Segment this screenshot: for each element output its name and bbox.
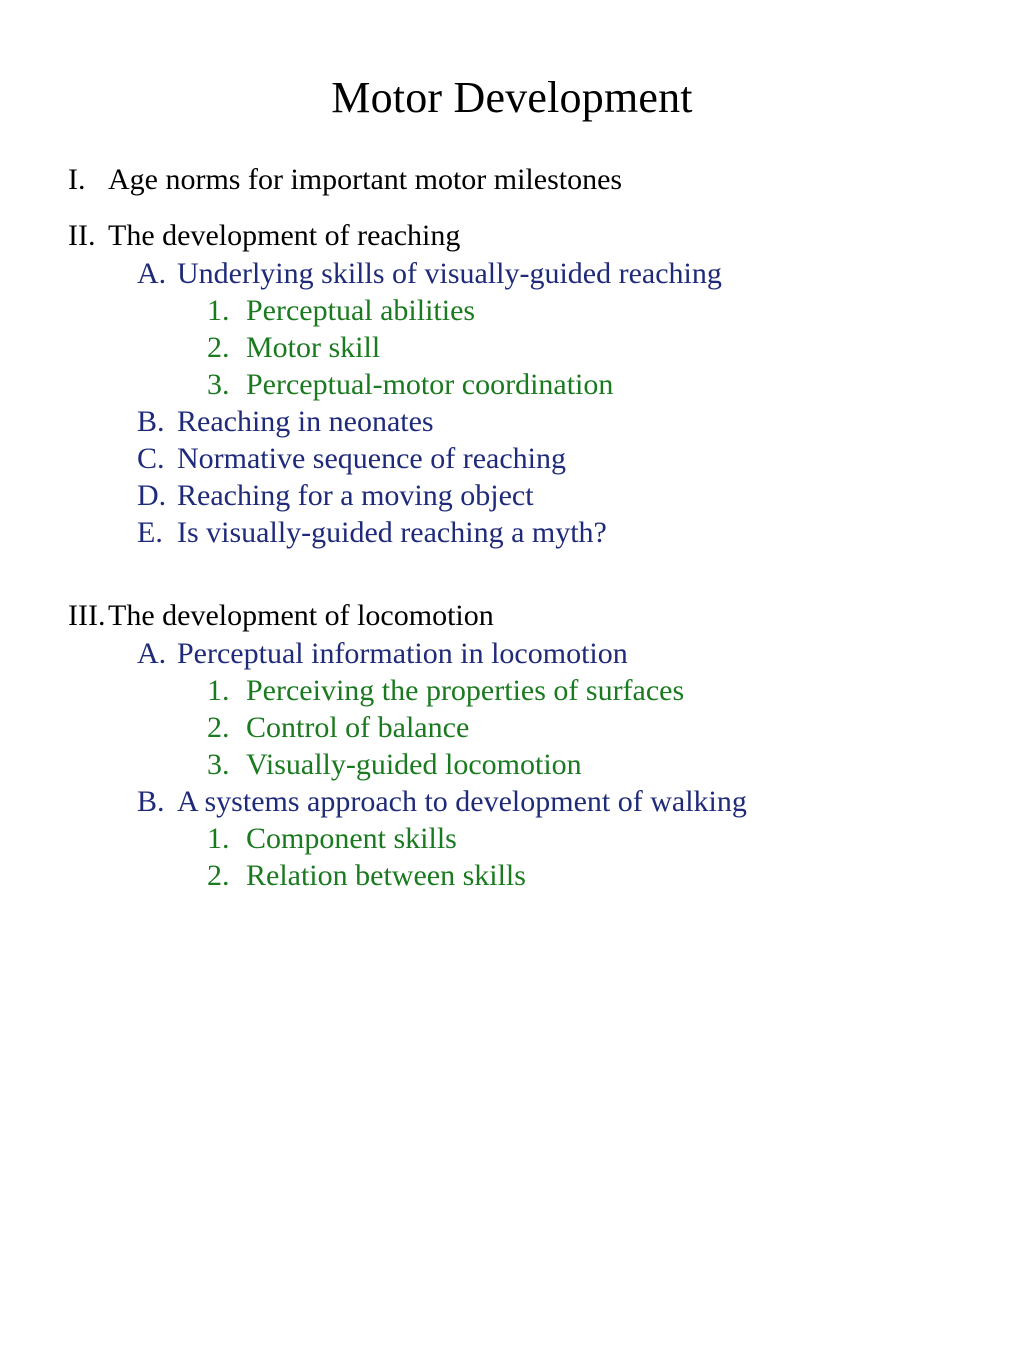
outline-text: Reaching in neonates <box>177 405 434 438</box>
outline-spacer <box>68 555 984 601</box>
outline-marker: 1. <box>207 674 230 707</box>
outline-item-8 <box>137 444 984 474</box>
outline-text: Motor skill <box>246 331 381 364</box>
outline-item-5 <box>207 333 984 363</box>
outline-text: Underlying skills of visually-guided reaching <box>177 257 722 290</box>
outline-text: Perceptual abilities <box>246 294 476 327</box>
outline-text: Is visually-guided reaching a myth? <box>177 516 607 549</box>
outline-marker: E. <box>137 516 163 549</box>
outline-marker: 2. <box>207 859 230 892</box>
outline-marker: 1. <box>207 294 230 327</box>
outline-marker: I. <box>68 163 86 196</box>
outline-marker: C. <box>137 442 165 475</box>
outline-item-11 <box>68 601 984 631</box>
outline-item-4 <box>207 296 984 326</box>
outline-text: A systems approach to development of walking <box>177 785 747 818</box>
outline-marker: 1. <box>207 822 230 855</box>
outline-text: Relation between skills <box>246 859 526 892</box>
outline-text: The development of reaching <box>108 219 461 252</box>
outline-marker: D. <box>137 479 167 512</box>
outline-text: Visually-guided locomotion <box>246 748 582 781</box>
outline-text: Normative sequence of reaching <box>177 442 566 475</box>
outline-marker: II. <box>68 219 96 252</box>
outline-text: The development of locomotion <box>108 599 494 632</box>
outline-text: Perceiving the properties of surfaces <box>246 674 685 707</box>
outline-item-15 <box>207 750 984 780</box>
outline-marker: 2. <box>207 331 230 364</box>
outline-item-17 <box>207 824 984 854</box>
outline-text: Component skills <box>246 822 457 855</box>
page-title: Motor Development <box>331 73 693 122</box>
outline-item-12 <box>137 639 984 669</box>
outline-item-6 <box>207 370 984 400</box>
outline-marker: 3. <box>207 748 230 781</box>
outline-text: Age norms for important motor milestones <box>108 163 623 196</box>
outline-marker: III. <box>68 599 106 632</box>
outline-item-2 <box>68 221 984 251</box>
outline-text: Perceptual information in locomotion <box>177 637 628 670</box>
outline-list <box>0 165 1024 891</box>
outline-item-9 <box>137 481 984 511</box>
outline-item-10 <box>137 518 984 548</box>
outline-item-18 <box>207 861 984 891</box>
outline-text: Reaching for a moving object <box>177 479 534 512</box>
outline-item-16 <box>137 787 984 817</box>
outline-marker: 2. <box>207 711 230 744</box>
outline-marker: B. <box>137 785 165 818</box>
outline-marker: A. <box>137 637 167 670</box>
outline-text: Control of balance <box>246 711 470 744</box>
outline-item-3 <box>137 259 984 289</box>
outline-marker: 3. <box>207 368 230 401</box>
outline-item-1 <box>68 165 984 195</box>
outline-marker: B. <box>137 405 165 438</box>
outline-marker: A. <box>137 257 167 290</box>
outline-item-13 <box>207 676 984 706</box>
outline-text: Perceptual-motor coordination <box>246 368 614 401</box>
outline-item-7 <box>137 407 984 437</box>
outline-item-14 <box>207 713 984 743</box>
